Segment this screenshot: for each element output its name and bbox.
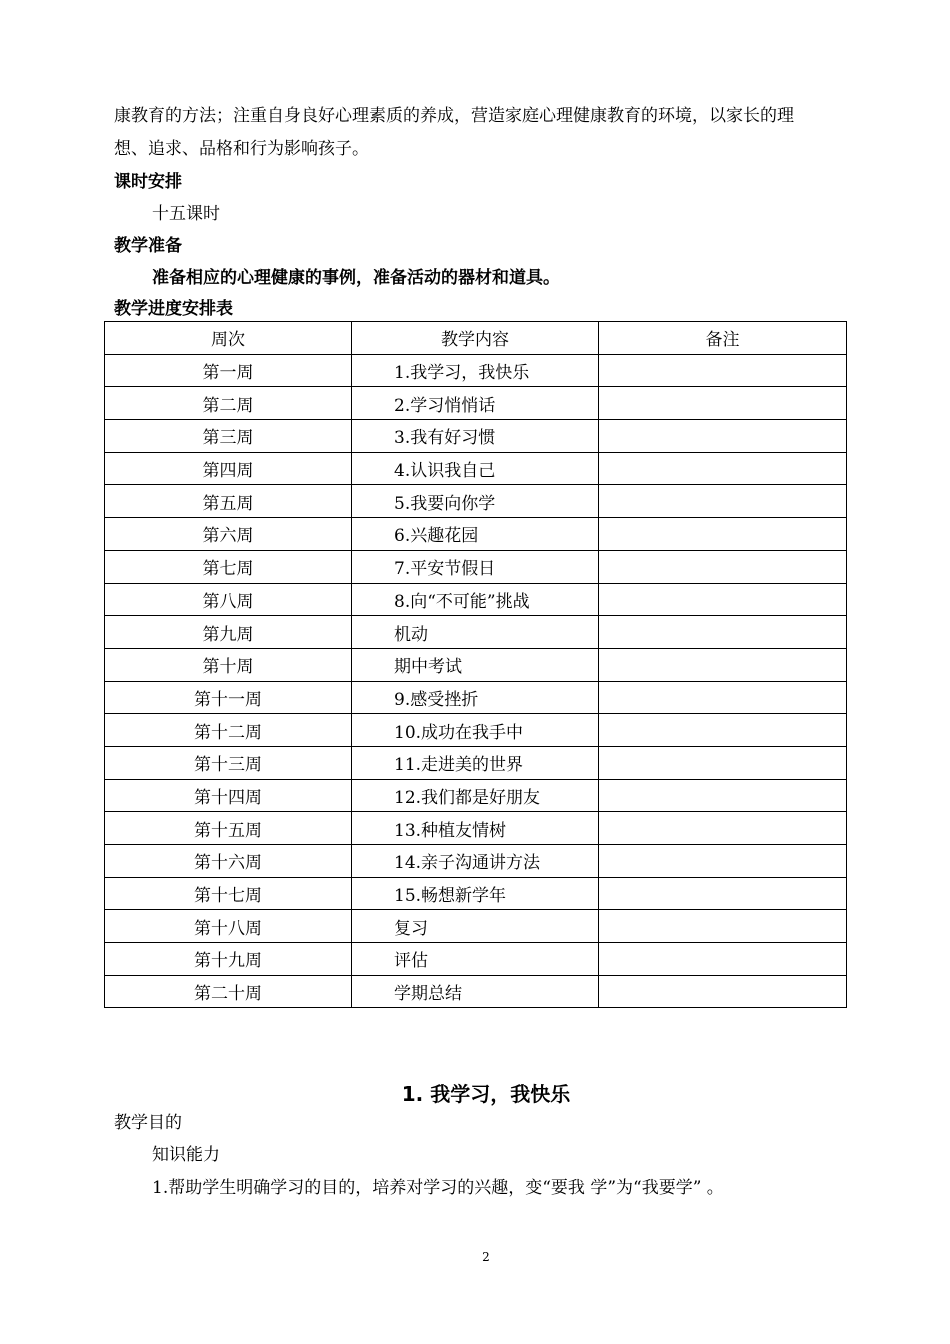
week-cell: 第十三周 — [105, 746, 352, 779]
intro-line-1: 康教育的方法；注重自身良好心理素质的养成，营造家庭心理健康教育的环境，以家长的理 — [114, 106, 794, 126]
content-cell: 7.平安节假日 — [352, 550, 599, 583]
table-row — [105, 583, 847, 616]
note-cell — [599, 714, 847, 747]
week-cell: 第十九周 — [105, 943, 352, 976]
note-cell — [599, 583, 847, 616]
note-cell — [599, 975, 847, 1008]
knowledge-ability-title: 知识能力 — [152, 1145, 220, 1165]
note-cell — [599, 943, 847, 976]
note-cell — [599, 616, 847, 649]
table-row — [105, 975, 847, 1008]
objective-point-1: 1.帮助学生明确学习的目的，培养对学习的兴趣，变“要我 学”为“我要学” 。 — [152, 1178, 724, 1198]
note-cell — [599, 452, 847, 485]
note-cell — [599, 746, 847, 779]
content-cell: 评估 — [352, 943, 599, 976]
table-row — [105, 485, 847, 518]
note-cell — [599, 812, 847, 845]
content-cell: 2.学习悄悄话 — [352, 387, 599, 420]
note-cell — [599, 485, 847, 518]
table-row — [105, 616, 847, 649]
week-cell: 第四周 — [105, 452, 352, 485]
table-row — [105, 518, 847, 551]
table-row — [105, 420, 847, 453]
content-cell: 8.向“不可能”挑战 — [352, 583, 599, 616]
content-cell: 9.感受挫折 — [352, 681, 599, 714]
schedule-title: 教学进度安排表 — [114, 299, 233, 319]
content-cell: 机动 — [352, 616, 599, 649]
week-cell: 第十六周 — [105, 845, 352, 878]
week-cell: 第五周 — [105, 485, 352, 518]
table-row — [105, 550, 847, 583]
note-cell — [599, 877, 847, 910]
note-cell — [599, 387, 847, 420]
week-cell: 第二十周 — [105, 975, 352, 1008]
table-row — [105, 746, 847, 779]
week-cell: 第三周 — [105, 420, 352, 453]
week-cell: 第十七周 — [105, 877, 352, 910]
note-cell — [599, 681, 847, 714]
intro-line-2: 想、追求、品格和行为影响孩子。 — [114, 139, 369, 159]
schedule-table — [104, 321, 847, 1008]
note-cell — [599, 845, 847, 878]
week-cell: 第六周 — [105, 518, 352, 551]
table-row — [105, 845, 847, 878]
table-row — [105, 354, 847, 387]
note-cell — [599, 420, 847, 453]
week-cell: 第十五周 — [105, 812, 352, 845]
prep-text: 准备相应的心理健康的事例，准备活动的器材和道具。 — [152, 268, 560, 288]
header-content: 教学内容 — [352, 322, 599, 355]
content-cell: 10.成功在我手中 — [352, 714, 599, 747]
note-cell — [599, 910, 847, 943]
content-cell: 3.我有好习惯 — [352, 420, 599, 453]
week-cell: 第十八周 — [105, 910, 352, 943]
content-cell: 5.我要向你学 — [352, 485, 599, 518]
content-cell: 12.我们都是好朋友 — [352, 779, 599, 812]
week-cell: 第十一周 — [105, 681, 352, 714]
prep-title: 教学准备 — [114, 236, 182, 256]
content-cell: 1.我学习，我快乐 — [352, 354, 599, 387]
note-cell — [599, 354, 847, 387]
objective-title: 教学目的 — [114, 1113, 182, 1133]
week-cell: 第二周 — [105, 387, 352, 420]
content-cell: 4.认识我自己 — [352, 452, 599, 485]
week-cell: 第十二周 — [105, 714, 352, 747]
week-cell: 第七周 — [105, 550, 352, 583]
week-cell: 第十周 — [105, 648, 352, 681]
week-cell: 第九周 — [105, 616, 352, 649]
content-cell: 13.种植友情树 — [352, 812, 599, 845]
week-cell: 第八周 — [105, 583, 352, 616]
table-row — [105, 812, 847, 845]
week-cell: 第十四周 — [105, 779, 352, 812]
header-note: 备注 — [599, 322, 847, 355]
table-row — [105, 943, 847, 976]
note-cell — [599, 779, 847, 812]
note-cell — [599, 518, 847, 551]
table-row — [105, 452, 847, 485]
table-row — [105, 648, 847, 681]
table-row — [105, 910, 847, 943]
lesson-heading: 1. 我学习，我快乐 — [401, 1082, 571, 1106]
content-cell: 11.走进美的世界 — [352, 746, 599, 779]
note-cell — [599, 550, 847, 583]
note-cell — [599, 648, 847, 681]
content-cell: 复习 — [352, 910, 599, 943]
table-row — [105, 779, 847, 812]
hours-title: 课时安排 — [114, 172, 182, 192]
table-row — [105, 877, 847, 910]
hours-text: 十五课时 — [152, 204, 220, 224]
header-week: 周次 — [105, 322, 352, 355]
week-cell: 第一周 — [105, 354, 352, 387]
table-header-row — [105, 322, 847, 355]
table-row — [105, 387, 847, 420]
page-number: 2 — [482, 1250, 490, 1264]
content-cell: 6.兴趣花园 — [352, 518, 599, 551]
table-row — [105, 681, 847, 714]
content-cell: 学期总结 — [352, 975, 599, 1008]
table-row — [105, 714, 847, 747]
content-cell: 15.畅想新学年 — [352, 877, 599, 910]
content-cell: 14.亲子沟通讲方法 — [352, 845, 599, 878]
content-cell: 期中考试 — [352, 648, 599, 681]
